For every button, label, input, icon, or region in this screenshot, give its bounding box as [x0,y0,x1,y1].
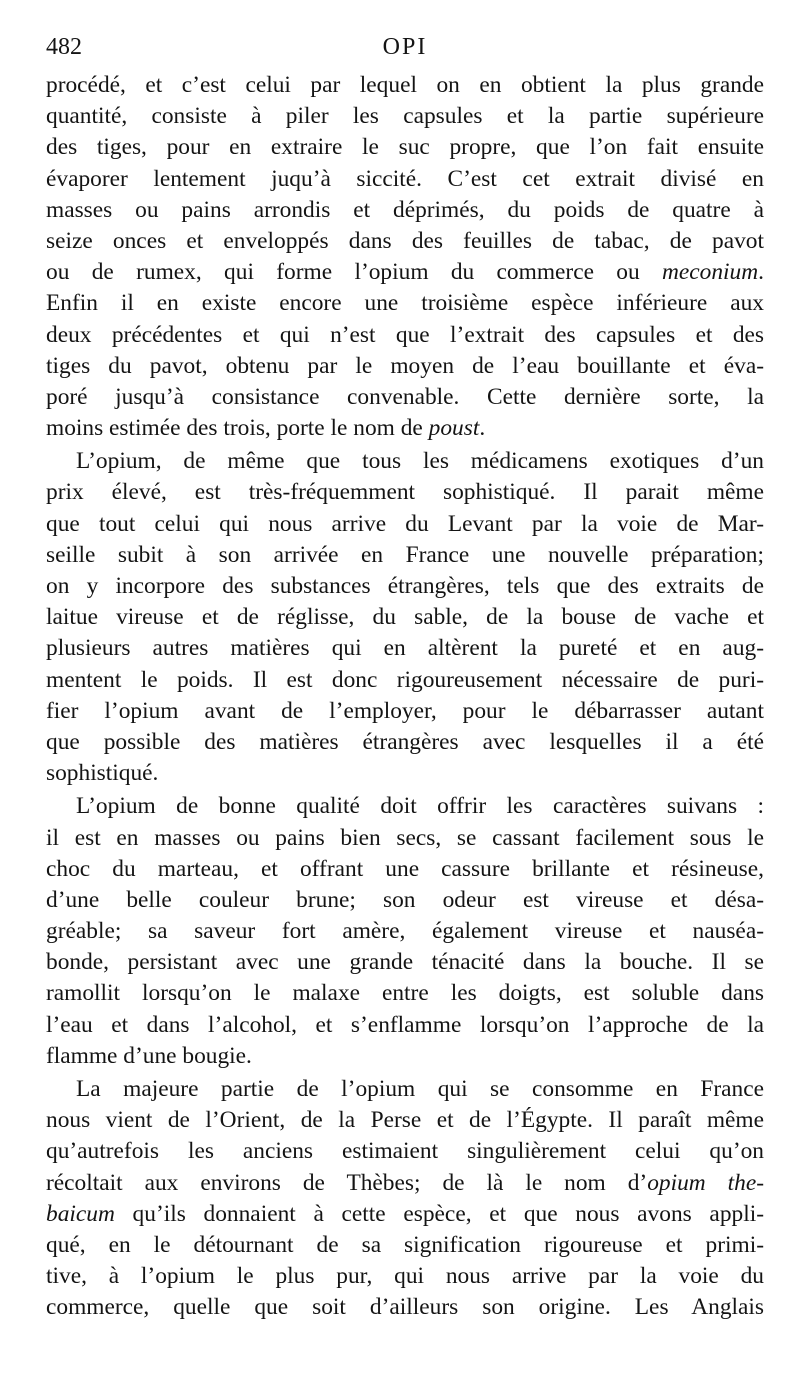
text-line: on y incorpore des substances étrangères, tels que des extraits de [46,573,764,599]
text-line: seize onces et enveloppés dans des feuilles de tabac, de pavot [46,227,764,254]
text-line: procédé, et c’est celui par lequel on en obtient la plus grande [46,72,764,98]
paragraph [46,446,764,789]
text-line: mentent le poids. Il est donc rigoureusement nécessaire de puri- [46,666,764,693]
text-line: qué, en le détournant de sa signification rigoureuse et primi- [46,1231,764,1258]
text-line: des tiges, pour en extraire le suc propre, que l’on fait ensuite [46,134,764,161]
text-line [46,413,764,444]
text-line: Enfin il en existe encore une troisième espèce inférieure aux [46,290,764,317]
italic-term: baicum [46,1200,115,1227]
text-segment: moins estimée des trois, porte le nom de [46,415,429,442]
text-line: que tout celui qui nous arrive du Levant par la voie de Mar- [46,510,764,537]
text-line: évaporer lentement juqu’à siccité. C’est cet extrait divisé en [46,165,764,192]
italic-term: opium the- [647,1169,764,1196]
text-line: commerce, quelle que soit d’ailleurs son origine. Les Anglais [46,1294,764,1321]
text-line [46,1168,764,1199]
text-line: qu’autrefois les anciens estimaient singulièrement celui qu’on [46,1138,764,1165]
text-line: bonde, persistant avec une grande ténacité dans la bouche. Il se [46,949,764,976]
text-line: l’eau et dans l’alcohol, et s’enflamme lorsqu’on l’approche de la [46,1011,764,1038]
text-line: L’opium, de même que tous les médicamens exotiques d’un [76,448,764,475]
text-line: poré jusqu’à consistance convenable. Cette dernière sorte, la [46,383,764,410]
paragraph [46,1074,764,1324]
italic-term: poust [428,415,480,442]
text-line: seille subit à son arrivée en France une nouvelle préparation; [46,541,764,568]
paragraph [46,791,764,1072]
text-line: sophistiqué. [46,760,159,787]
italic-term: meconium [662,259,759,286]
text-line: que possible des matières étrangères avec lesquelles il a été [46,728,764,755]
text-line: laitue vireuse et de réglisse, du sable, de la bouse de vache et [46,604,764,631]
text-line: L’opium de bonne qualité doit offrir les caractères suivans : [76,793,764,820]
text-line: quantité, consiste à piler les capsules et la partie supérieure [46,103,764,130]
text-line: tive, à l’opium le plus pur, qui nous arrive par la voie du [46,1263,764,1290]
paragraph [46,70,764,444]
text-line: flamme d’une bougie. [46,1042,252,1069]
text-line: La majeure partie de l’opium qui se consomme en France [76,1076,764,1102]
text-line: choc du marteau, et offrant une cassure brillante et résineuse, [46,855,764,882]
text-line: gréable; sa saveur fort amère, également vireuse et nauséa- [46,918,764,945]
text-line: prix élevé, est très-fréquemment sophistiqué. Il parait même [46,479,764,506]
page-header [46,34,764,70]
text-line: d’une belle couleur brune; son odeur est vireuse et désa- [46,886,764,913]
text-line: fier l’opium avant de l’employer, pour le débarrasser autant [46,697,764,724]
text-line: plusieurs autres matières qui en altèrent la pureté et en aug- [46,635,764,662]
body-text [46,70,764,1324]
text-line: ramollit lorsqu’on le malaxe entre les doigts, est soluble dans [46,980,764,1007]
text-line: nous vient de l’Orient, de la Perse et de l’Égypte. Il paraît même [46,1107,764,1134]
text-segment: ou de rumex, qui forme l’opium du commerce ou [46,259,662,286]
page-number: 482 [46,34,82,60]
text-line: il est en masses ou pains bien secs, se cassant facilement sous le [46,824,764,851]
running-head: OPI [382,34,428,60]
text-line: deux précédentes et qui n’est que l’extrait des capsules et des [46,321,764,348]
text-line [46,257,764,288]
text-segment: récoltait aux environs de Thèbes; de là le nom d’ [46,1169,648,1196]
text-segment: qu’ils donnaient à cette espèce, et que nous avons appli- [114,1200,764,1227]
text-segment: . [758,259,764,286]
text-line [46,1199,764,1230]
text-line: masses ou pains arrondis et déprimés, du poids de quatre à [46,196,764,223]
text-line: tiges du pavot, obtenu par le moyen de l’eau bouillante et éva- [46,352,764,379]
text-segment: . [479,415,486,442]
